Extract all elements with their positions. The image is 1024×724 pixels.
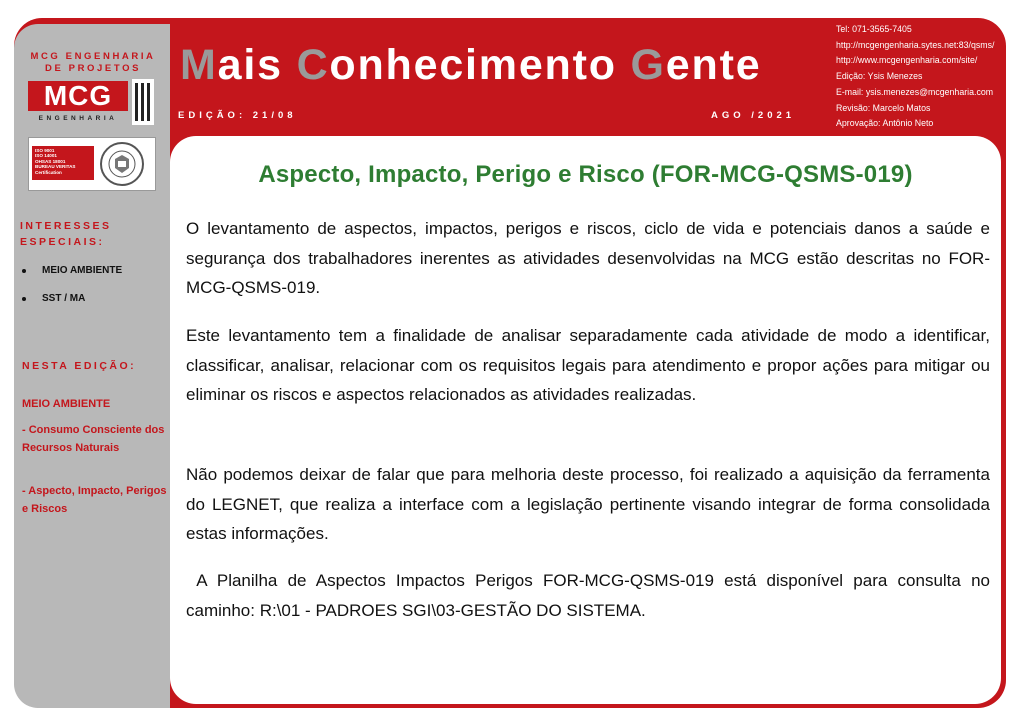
info-link-site[interactable]: http://www.mcgengenharia.com/site/ [836,55,978,66]
info-email[interactable]: E-mail: ysis.menezes@mcgenharia.com [836,86,994,97]
title-part: ente [665,41,762,89]
info-link-qsms[interactable]: http://mcgengenharia.sytes.net:83/qsms/ [836,39,995,50]
info-approver: Aprovação: Antônio Neto [836,118,934,129]
article-paragraph: Este levantamento tem a finalidade de analisar separadamente cada atividade de modo a identificar, classificar, analisar, relacionar com os requisitos legais para atendimento e propor ações para mitigar ou eliminar os riscos e aspectos relacionados as atividades realizadas. [186,326,990,404]
contact-info [836,22,994,132]
interests-heading: INTERESSES ESPECIAIS: [20,220,112,248]
brand-line-1: MCG ENGENHARIA [30,51,156,62]
brand-line-2: DE PROJETOS [45,63,141,74]
title-initial: G [630,41,666,89]
bureau-veritas-seal-icon [99,141,145,187]
title-part: onhecimento [329,41,631,89]
mcg-logo [28,79,156,129]
interests-list [22,262,122,318]
info-phone: Tel: 071-3565-7405 [836,24,912,34]
title-initial: M [180,41,218,89]
iso-list [32,146,94,180]
cert-line: Certification [35,169,62,175]
title-initial: C [296,41,330,89]
cert-line: OHSAS 18001 [35,158,66,164]
cert-line: ISO 9001 [35,148,55,153]
article-title: Aspecto, Impacto, Perigo e Risco (FOR-MCG-QSMS-019) [258,161,913,188]
article-paragraph: Não podemos deixar de falar que para melhoria deste processo, foi realizado a aquisição da ferramenta do LEGNET, que realiza a interface com a legislação pertinente visando integrar de forma consolidada estas informações. [186,465,990,543]
brand-name [20,51,166,75]
title-part: ais [217,41,297,89]
content-panel [170,136,1001,704]
info-reviewer: Revisão: Marcelo Matos [836,102,931,113]
cert-line: ISO 14001 [35,153,57,159]
article-paragraph: A Planilha de Aspectos Impactos Perigos FOR-MCG-QSMS-019 está disponível para consulta no caminho: R:\01 - PADROES SGI\03-GESTÃO DO SISTEMA. [186,571,995,620]
cert-line: BUREAU VERITAS [35,164,76,170]
logo-subtext: ENGENHARIA [38,115,118,122]
edition-number: EDIÇÃO: 21/08 [178,110,297,121]
logo-text: MCG [28,81,128,111]
newsletter-title [180,40,761,90]
edition-link-consumo[interactable]: - Consumo Consciente dos Recursos Naturais [22,424,165,454]
article-paragraph: O levantamento de aspectos, impactos, perigos e riscos, ciclo de vida e potenciais danos a saúde e segurança dos trabalhadores inerentes as atividades desenvolvidas na MCG estão descritas no FOR-MCG-QSMS-019. [186,219,990,297]
certification-badge [28,137,156,191]
interest-item[interactable]: MEIO AMBIENTE [22,262,122,290]
interest-item[interactable]: SST / MA [22,290,122,318]
edition-section: MEIO AMBIENTE [22,398,111,410]
info-editor: Edição: Ysis Menezes [836,71,923,82]
edition-link-aspecto[interactable]: - Aspecto, Impacto, Perigos e Riscos [22,485,167,515]
logo-stripes-icon [132,79,154,125]
edition-date: AGO /2021 [711,110,796,121]
edition-heading: NESTA EDIÇÃO: [22,360,137,372]
